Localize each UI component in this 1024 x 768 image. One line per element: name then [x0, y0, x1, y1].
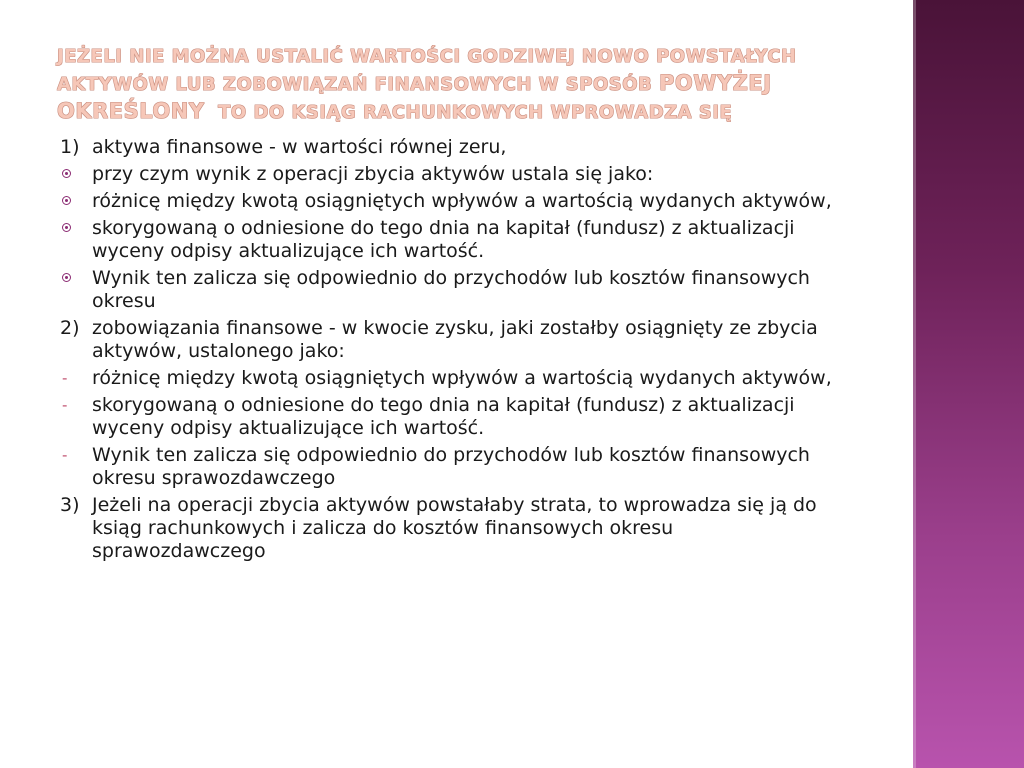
item-number: 1) [60, 136, 80, 158]
slide-title [57, 44, 837, 126]
dash-bullet-icon: - [62, 369, 68, 387]
list-item [60, 394, 850, 440]
title-line-2: TO DO KSIĄG RACHUNKOWYCH WPROWADZA SIĘ [218, 102, 733, 123]
list-item [60, 367, 850, 390]
title-emphasis: POWYŻEJ OKREŚLONY [57, 71, 772, 123]
list-item [60, 317, 850, 363]
item-number: 3) [60, 494, 80, 516]
item-text: skorygowaną o odniesione do tego dnia na kapitał (fundusz) z aktualizacji wyceny odpisy aktualizujące ich wartość. [92, 217, 795, 262]
item-text: aktywa finansowe - w wartości równej zeru, [92, 136, 507, 158]
side-band-edge [913, 0, 916, 768]
dash-bullet-icon: - [62, 396, 68, 414]
list-item [60, 444, 850, 490]
dash-bullet-icon: - [62, 446, 68, 464]
item-text: Jeżeli na operacji zbycia aktywów powstałaby strata, to wprowadza się ją do ksiąg rachunkowych i zalicza do kosztów finansowych okresu sprawozdawczego [92, 494, 817, 562]
circle-bullet-icon [62, 223, 71, 232]
item-text: skorygowaną o odniesione do tego dnia na kapitał (fundusz) z aktualizacji wyceny odpisy aktualizujące ich wartość. [92, 394, 795, 439]
circle-bullet-icon [62, 196, 71, 205]
item-number: 2) [60, 317, 80, 339]
item-text: przy czym wynik z operacji zbycia aktywów ustala się jako: [92, 163, 654, 185]
list-item [60, 494, 850, 563]
list-item [60, 267, 850, 313]
slide-body [60, 136, 850, 567]
item-text: Wynik ten zalicza się odpowiednio do przychodów lub kosztów finansowych okresu [92, 267, 810, 312]
circle-bullet-icon [62, 169, 71, 178]
item-text: różnicę między kwotą osiągniętych wpływów a wartością wydanych aktywów, [92, 367, 832, 389]
list-item [60, 163, 850, 186]
item-text: zobowiązania finansowe - w kwocie zysku, jaki zostałby osiągnięty ze zbycia aktywów, ustalonego jako: [92, 317, 818, 362]
item-text: Wynik ten zalicza się odpowiednio do przychodów lub kosztów finansowych okresu sprawozdawczego [92, 444, 810, 489]
list-item [60, 136, 850, 159]
circle-bullet-icon [62, 273, 71, 282]
list-item [60, 217, 850, 263]
decorative-side-band [913, 0, 1024, 768]
title-line-1: JEŻELI NIE MOŻNA USTALIĆ WARTOŚCI GODZIWEJ NOWO POWSTAŁYCH AKTYWÓW LUB ZOBOWIĄZAŃ FINANSOWYCH W SPOSÓB [57, 46, 797, 95]
list-item [60, 190, 850, 213]
item-text: różnicę między kwotą osiągniętych wpływów a wartością wydanych aktywów, [92, 190, 832, 212]
